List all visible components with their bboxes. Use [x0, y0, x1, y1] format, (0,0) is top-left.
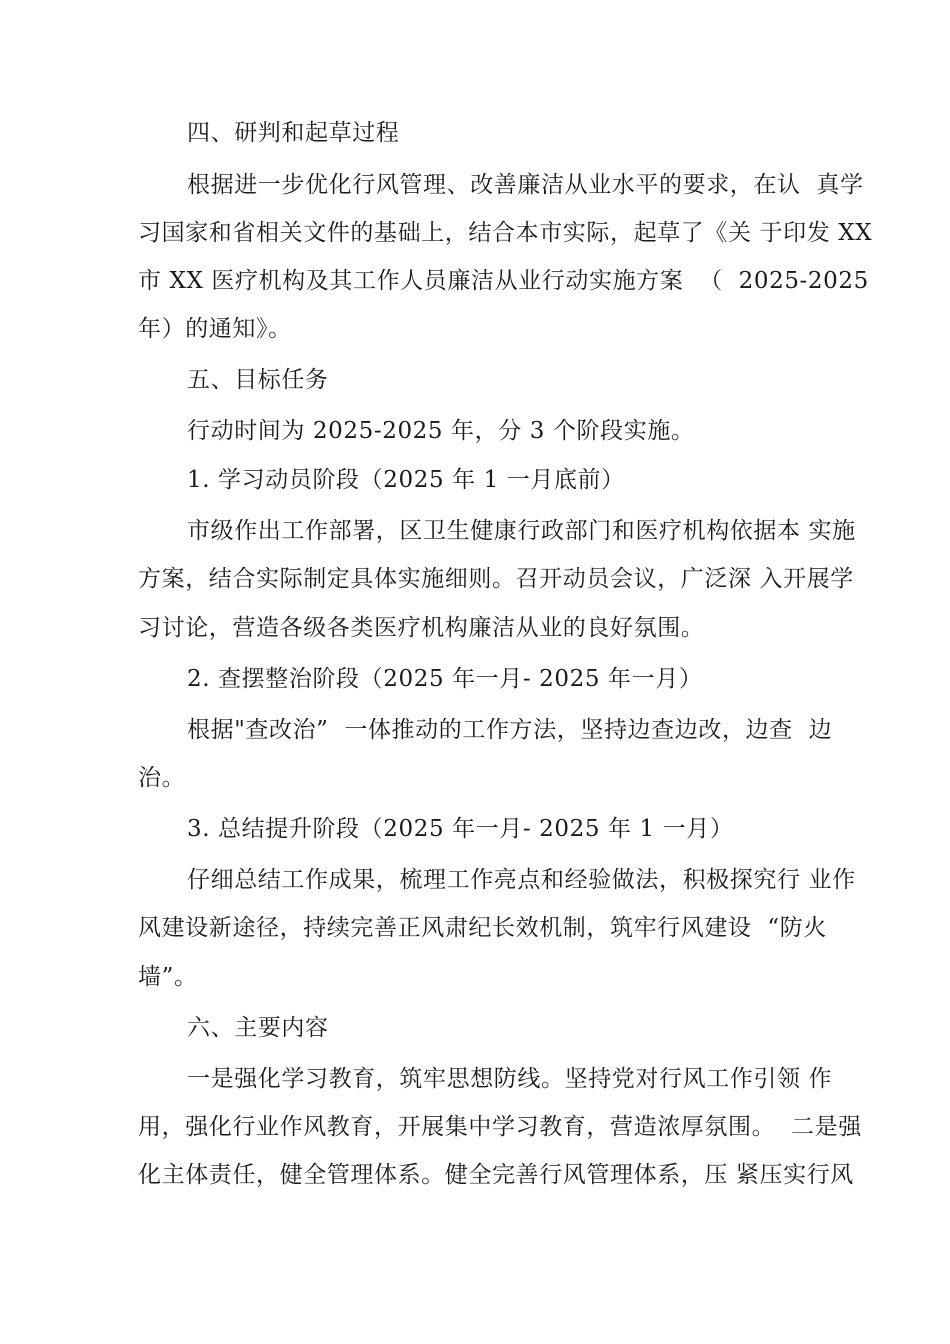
- paragraph-line: 习国家和省相关文件的基础上，结合本市实际，起草了《关 于印发 XX: [138, 220, 873, 246]
- stage-heading-2: 2. 查摆整治阶段（2025 年一月- 2025 年一月）: [187, 666, 703, 692]
- stage-heading-3: 3. 总结提升阶段（2025 年一月- 2025 年 1 一月）: [187, 816, 734, 842]
- paragraph-line: 根据"查改治” 一体推动的工作方法，坚持边查边改，边查 边: [187, 717, 833, 743]
- heading-section-5: 五、目标任务: [187, 367, 329, 393]
- heading-section-4: 四、研判和起草过程: [187, 120, 400, 146]
- paragraph-line: 墙”。: [138, 964, 198, 990]
- paragraph-line: 方案，结合实际制定具体实施细则。召开动员会议，广泛深 入开展学: [138, 566, 854, 592]
- paragraph-line: 习讨论，营造各级各类医疗机构廉洁从业的良好氛围。: [138, 615, 705, 641]
- paragraph-line: 治。: [138, 765, 186, 791]
- paragraph-line: 化主体责任，健全管理体系。健全完善行风管理体系，压 紧压实行风: [138, 1162, 854, 1188]
- paragraph-line: 用，强化行业作风教育，开展集中学习教育，营造浓厚氛围。 二是强: [138, 1114, 862, 1140]
- paragraph-line: 一是强化学习教育，筑牢思想防线。坚持党对行风工作引领 作: [187, 1066, 833, 1092]
- paragraph-line: 仔细总结工作成果，梳理工作亮点和经验做法，积极探究行 业作: [187, 867, 856, 893]
- paragraph-line: 风建设新途径，持续完善正风肃纪长效机制，筑牢行风建设 “防火: [138, 915, 827, 941]
- paragraph-line: 年）的通知》。: [138, 316, 292, 342]
- paragraph-line: 市级作出工作部署，区卫生健康行政部门和医疗机构依据本 实施: [187, 518, 856, 544]
- heading-section-6: 六、主要内容: [187, 1015, 329, 1041]
- paragraph-line: 行动时间为 2025-2025 年，分 3 个阶段实施。: [187, 418, 695, 444]
- stage-heading-1: 1. 学习动员阶段（2025 年 1 一月底前）: [187, 467, 625, 493]
- paragraph-line: 根据进一步优化行风管理、改善廉洁从业水平的要求，在认 真学: [187, 172, 864, 198]
- paragraph-line: 市 XX 医疗机构及其工作人员廉洁从业行动实施方案 （ 2025-2025: [138, 268, 869, 294]
